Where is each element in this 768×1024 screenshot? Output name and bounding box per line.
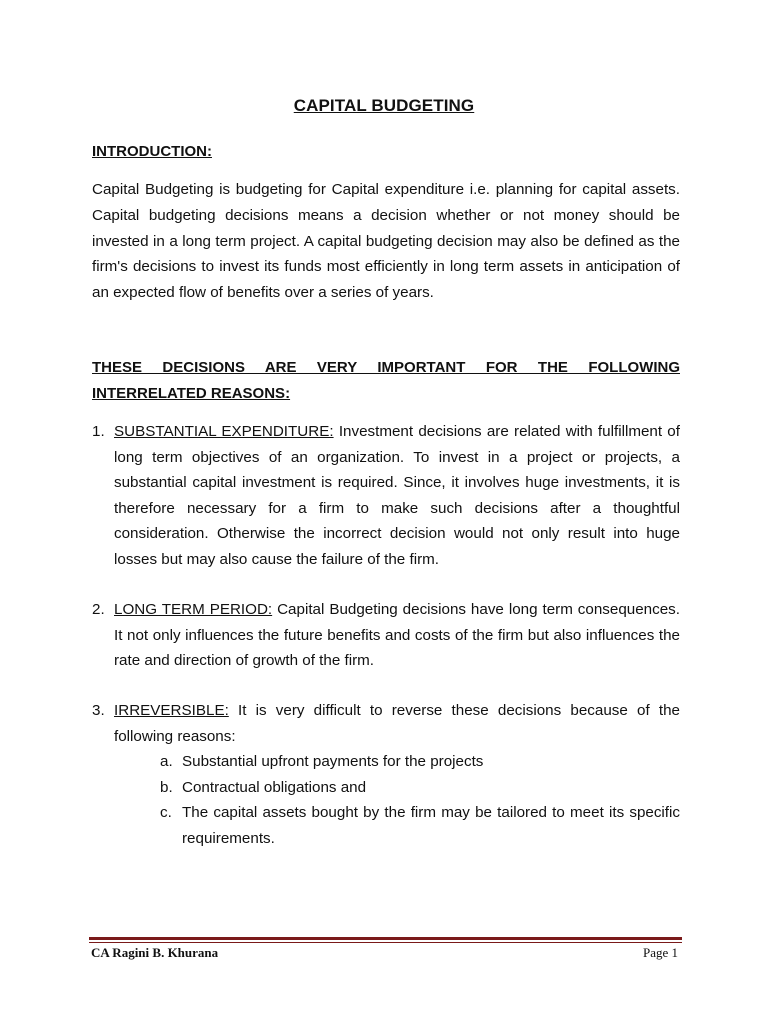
reason-text: Capital Budgeting decisions have long term consequences. It not only influences the future benefits and costs of the firm but also influences the rate and direction of growth of the firm. <box>114 601 680 670</box>
sublist-letter: c. <box>160 804 172 822</box>
reason-number: 1. <box>92 423 105 440</box>
sublist-item <box>160 800 680 851</box>
sublist-item <box>160 775 680 801</box>
reason-body <box>114 698 680 749</box>
footer-divider <box>89 937 682 940</box>
irreversible-sublist <box>160 749 680 851</box>
page-title: CAPITAL BUDGETING <box>293 96 475 115</box>
sublist-letter: a. <box>160 753 173 770</box>
sublist-text: The capital assets bought by the firm may be tailored to meet its specific requirements. <box>182 804 680 847</box>
reason-body <box>114 597 680 674</box>
sublist-item <box>160 749 680 775</box>
reason-term: IRREVERSIBLE: <box>114 702 229 719</box>
sublist-text: Contractual obligations and <box>182 778 367 796</box>
reason-item-irreversible <box>92 698 680 749</box>
reason-term: SUBSTANTIAL EXPENDITURE: <box>114 423 334 440</box>
reasons-heading: THESE DECISIONS ARE VERY IMPORTANT FOR THE FOLLOWING INTERRELATED REASONS: <box>92 359 680 402</box>
reason-text: Investment decisions are related with fulfillment of long term objectives of an organization. To invest in a project or projects, a substantial capital investment is required. Since, it involves huge investments, it is therefore necessary for a firm to make such decisions after a thoughtful consideration. Otherwise the incorrect decision would not only result into huge losses but may also cause the failure of the firm. <box>114 423 680 568</box>
introduction-paragraph: Capital Budgeting is budgeting for Capital expenditure i.e. planning for capital assets. Capital budgeting decisions means a decision whether or not money should be invested in a long term project. A capital budgeting decision may also be defined as the firm's decisions to invest its funds most efficiently in long term assets in anticipation of an expected flow of benefits over a series of years. <box>92 181 680 302</box>
reason-number: 3. <box>92 702 105 719</box>
reason-body <box>114 419 680 573</box>
footer-author: CA Ragini B. Khurana <box>91 945 219 960</box>
reason-text: It is very difficult to reverse these decisions because of the following reasons: <box>114 702 680 745</box>
reason-term: LONG TERM PERIOD: <box>114 601 273 618</box>
footer-divider-thin <box>89 942 682 943</box>
footer-page-number: Page 1 <box>642 945 678 960</box>
reason-number: 2. <box>92 601 105 618</box>
introduction-heading: INTRODUCTION: <box>92 143 212 160</box>
reason-item-substantial-expenditure <box>92 419 680 573</box>
sublist-text: Substantial upfront payments for the projects <box>182 753 484 770</box>
reason-item-long-term-period <box>92 597 680 674</box>
sublist-letter: b. <box>160 778 173 796</box>
